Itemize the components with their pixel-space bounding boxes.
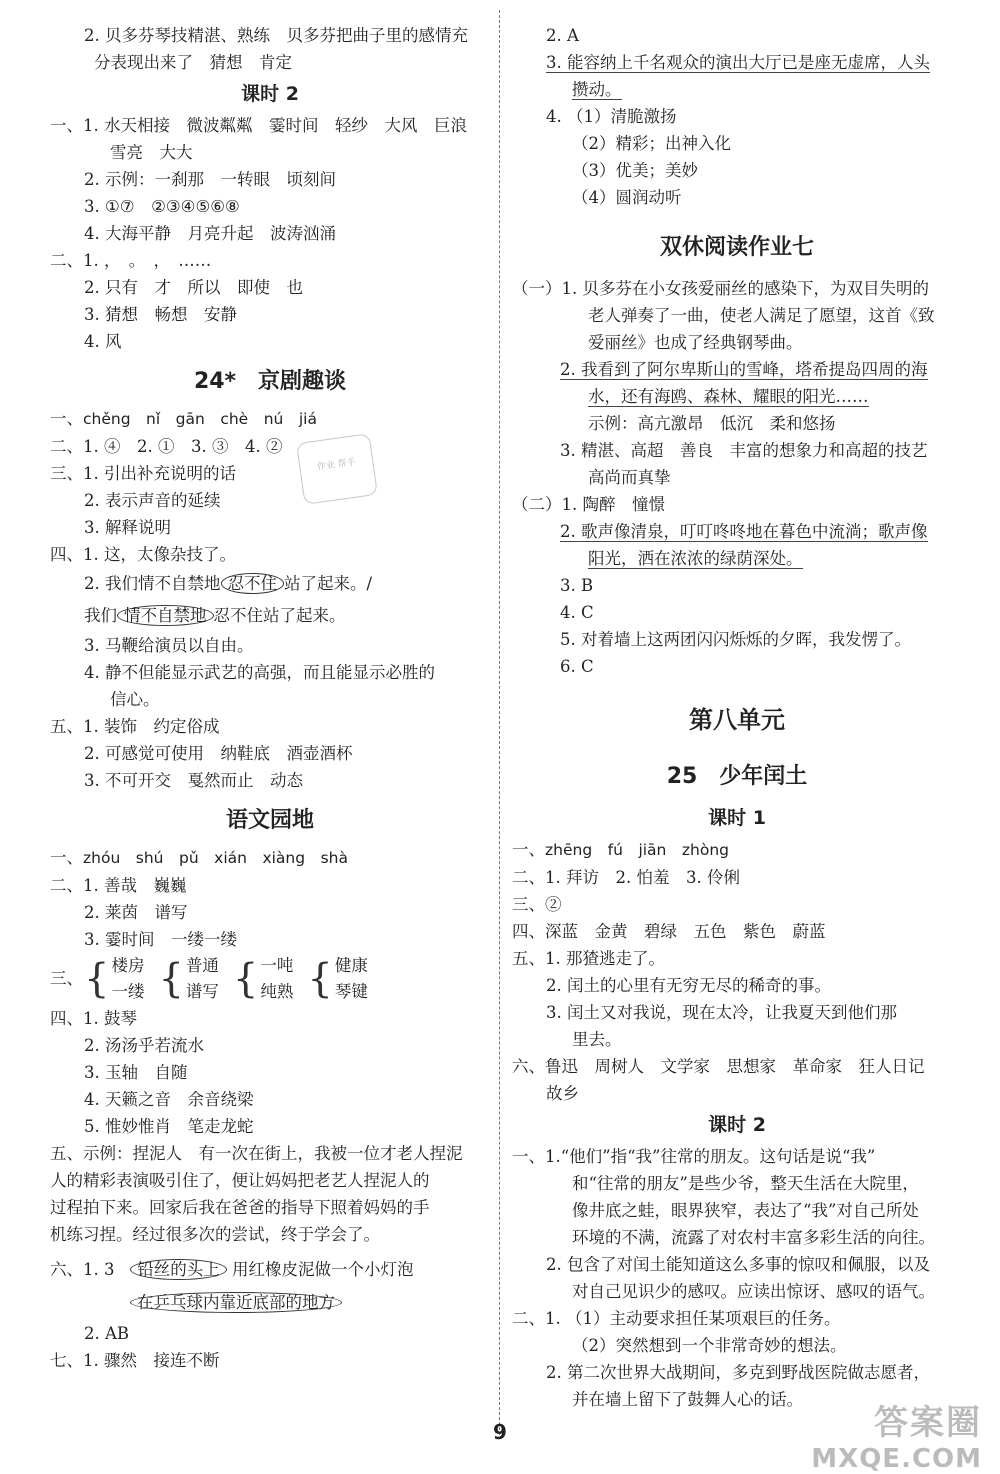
brace-word: 普通 (185, 956, 219, 975)
text-line: 5. 惟妙惟肖 笔走龙蛇 (84, 1117, 254, 1136)
text-line (512, 545, 962, 572)
text-line: 信心。 (110, 690, 160, 709)
watermark-logo (811, 1395, 982, 1474)
text-line: 5. 对着墙上这两团闪闪烁烁的夕晖，我发愣了。 (560, 630, 911, 649)
text-line: （2）精彩；出神入化 (572, 134, 731, 153)
text-segment: 2. 我们情不自禁地 (84, 574, 221, 593)
section-title: 语文园地 (225, 808, 314, 833)
column-divider (499, 10, 500, 1435)
brace-word-group (50, 953, 490, 1005)
text-line: 二、1. ， 。 ， …… (50, 251, 212, 270)
text-line: （二）1. 陶醉 憧憬 (512, 495, 665, 514)
text-line (50, 600, 490, 632)
pinyin-text: zhóu shú pǔ xián xiàng shà (83, 849, 348, 867)
text-line: 四、深蓝 金黄 碧绿 五色 紫色 蔚蓝 (512, 922, 826, 941)
text-line: 4. C (560, 603, 594, 622)
text-line: 3. 精湛、高超 善良 丰富的想象力和高超的技艺 (560, 441, 928, 460)
text-line: 2. 示例：一刹那 一转眼 顷刻间 (84, 170, 336, 189)
text-line: 3. 猜想 畅想 安静 (84, 305, 237, 324)
brace-word: 一缕 (111, 982, 145, 1001)
brace-word: 楼房 (111, 956, 145, 975)
text-line: 六、鲁迅 周树人 文学家 思想家 革命家 狂人日记 (512, 1057, 925, 1076)
section-heading: 课时 2 (708, 1114, 766, 1136)
underlined-text: 3. 能容纳上千名观众的演出大厅已是座无虚席，人头 (546, 53, 930, 72)
brace-pair (307, 953, 367, 1005)
text-line: （4）圆润动听 (572, 188, 682, 207)
text-line: 2. 可感觉可使用 纳鞋底 酒壶酒杯 (84, 744, 353, 763)
text-line: 老人弹奏了一曲，使老人满足了愿望，这首《致 (588, 306, 935, 325)
item-label: 一、 (50, 409, 83, 428)
text-line: 爱丽丝》也成了经典钢琴曲。 (588, 333, 803, 352)
underlined-text: 攒动。 (572, 80, 622, 99)
stamp-image (296, 433, 378, 505)
text-line: 五、1. 那猹逃走了。 (512, 949, 665, 968)
text-line: 3. 不可开交 戛然而止 动态 (84, 771, 303, 790)
text-line (512, 383, 962, 410)
underlined-text: 阳光，洒在浓浓的绿荫深处。 (588, 549, 803, 568)
text-line: 人的精彩表演吸引住了，便让妈妈把老艺人捏泥人的 (50, 1171, 430, 1190)
text-line: 机练习捏。经过很多次的尝试，终于学会了。 (50, 1225, 380, 1244)
brace-word: 一吨 (260, 956, 294, 975)
brace-word: 谱写 (185, 982, 219, 1001)
brace-icon: { (307, 956, 333, 1002)
text-line: 2. 表示声音的延续 (84, 491, 221, 510)
text-line: 一、1.“他们”指“我”往常的朋友。这句话是说“我” (512, 1147, 876, 1166)
pinyin-text: chěng nǐ gān chè nú jiá (83, 410, 317, 428)
text-line: 4. （1）清脆激扬 (546, 107, 677, 126)
text-line: 雪亮 大大 (110, 143, 193, 162)
brace-icon: { (232, 956, 259, 1002)
brace-pair (84, 953, 144, 1005)
text-line: 分表现出来了 猜想 肯定 (94, 53, 292, 72)
brace-word: 琴键 (334, 982, 368, 1001)
pinyin-line (512, 836, 962, 864)
watermark-line: 答案圈 (874, 1403, 982, 1443)
text-line: 七、1. 骤然 接连不断 (50, 1351, 220, 1370)
text-line: 2. 只有 才 所以 即使 也 (84, 278, 303, 297)
text-line: 三、1. 引出补充说明的话 (50, 464, 236, 483)
pinyin-line (50, 405, 490, 433)
section-heading: 课时 1 (708, 807, 766, 829)
text-segment: 用红橡皮泥做一个小灯泡 (232, 1260, 414, 1279)
text-line: 二、1. 善哉 巍巍 (50, 876, 187, 895)
item-label: 三、 (50, 969, 83, 988)
text-line: 3. ①⑦ ②③④⑤⑥⑧ (84, 197, 240, 216)
text-line: 4. 大海平静 月亮升起 波涛汹涌 (84, 224, 336, 243)
text-segment: 站了起来。/ (284, 574, 373, 593)
text-line: 3. 玉轴 自随 (84, 1063, 188, 1082)
item-label: 一、 (512, 840, 545, 859)
brace-pair (158, 953, 218, 1005)
text-line: （一）1. 贝多芬在小女孩爱丽丝的感染下，为双目失明的 (512, 279, 929, 298)
text-line: 二、1. 拜访 2. 怕羞 3. 伶俐 (512, 868, 740, 887)
circled-text: 情不自禁地 (117, 605, 214, 626)
brace-word: 健康 (334, 956, 368, 975)
text-line: 4. 天籁之音 余音绕梁 (84, 1090, 254, 1109)
text-line: 3. 解释说明 (84, 518, 171, 537)
text-line: 三、② (512, 895, 562, 914)
brace-icon: { (158, 956, 184, 1002)
text-line: 2. 包含了对闰土能知道这么多事的惊叹和佩服，以及 (546, 1255, 930, 1274)
text-line: 2. AB (84, 1324, 130, 1343)
text-line: （3）优美；美妙 (572, 161, 698, 180)
brace-word: 纯熟 (260, 982, 294, 1001)
text-line: 二、1. ④ 2. ① 3. ③ 4. ② (50, 437, 283, 456)
text-line: 高尚而真挚 (588, 468, 671, 487)
text-line: 2. 贝多芬琴技精湛、熟练 贝多芬把曲子里的感情充 (84, 26, 468, 45)
pinyin-line (50, 844, 490, 872)
text-line: 五、示例：捏泥人 有一次在街上，我被一位才老人捏泥 (50, 1144, 463, 1163)
text-line: 故乡 (546, 1084, 579, 1103)
text-line: 四、1. 鼓琴 (50, 1009, 137, 1028)
text-segment: 忍不住站了起来。 (213, 606, 346, 625)
item-label: 一、 (50, 848, 83, 867)
text-line: 环境的不满，流露了对农村丰富多彩生活的向往。 (572, 1228, 935, 1247)
text-line: 4. 静不但能显示武艺的高强，而且能显示必胜的 (84, 663, 435, 682)
text-line: 2. 第二次世界大战期间，多克到野战医院做志愿者， (546, 1363, 930, 1382)
text-line: 像井底之蛙，眼界狭窄，表达了“我”对自己所处 (572, 1201, 919, 1220)
text-line (512, 49, 962, 76)
text-line: 四、1. 这，太像杂技了。 (50, 545, 236, 564)
text-line: 示例：高亢激昂 低沉 柔和悠扬 (588, 414, 836, 433)
text-line: 2. 莱茵 谱写 (84, 903, 188, 922)
text-line: 3. B (560, 576, 594, 595)
section-title: 双休阅读作业七 (659, 235, 814, 260)
text-line: 五、1. 装饰 约定俗成 (50, 717, 220, 736)
text-line: 3. 霎时间 一缕一缕 (84, 930, 237, 949)
text-line: 3. 闰土又对我说，现在太冷，让我夏天到他们那 (546, 1003, 897, 1022)
text-segment: 六、1. 3 (50, 1260, 115, 1279)
text-line: 2. A (546, 26, 579, 45)
underlined-text: 水，还有海鸥、森林、耀眼的阳光…… (588, 387, 869, 406)
circled-text: 铅丝的头上 (130, 1259, 227, 1280)
right-column (512, 22, 962, 1413)
pinyin-text: zhēng fú jiān zhòng (545, 841, 729, 859)
left-column (50, 22, 490, 1374)
text-line: 一、1. 水天相接 微波粼粼 霎时间 轻纱 大风 巨浪 (50, 116, 467, 135)
watermark-url: MXQE.COM (811, 1444, 982, 1474)
circled-text: 忍不住 (221, 573, 285, 594)
text-line: 6. C (560, 657, 594, 676)
text-line (512, 356, 962, 383)
text-line (50, 1286, 490, 1320)
text-line: 3. 马鞭给演员以自由。 (84, 636, 254, 655)
section-heading: 课时 2 (241, 83, 299, 105)
lesson-title: 25 少年闰土 (666, 764, 808, 789)
stamp-text: 作业 帮手 (316, 457, 357, 473)
unit-title: 第八单元 (689, 706, 785, 734)
text-line: （2）突然想到一个非常奇妙的想法。 (572, 1336, 847, 1355)
text-segment: 我们 (84, 606, 117, 625)
text-line: 2. 汤汤乎若流水 (84, 1036, 204, 1055)
text-line (512, 518, 962, 545)
text-line: 二、1. （1）主动要求担任某项艰巨的任务。 (512, 1309, 841, 1328)
text-line: 过程拍下来。回家后我在爸爸的指导下照着妈妈的手 (50, 1198, 430, 1217)
circled-text: 在乒乓球内靠近底部的地方 (130, 1292, 342, 1313)
text-line (50, 568, 490, 600)
underlined-text: 2. 歌声像清泉，叮叮咚咚地在暮色中流淌；歌声像 (560, 522, 928, 541)
underlined-text: 2. 我看到了阿尔卑斯山的雪峰，塔希提岛四周的海 (560, 360, 928, 379)
text-line: 里去。 (572, 1030, 622, 1049)
text-line: 对自己见识少的感叹。应读出惊讶、感叹的语气。 (572, 1282, 935, 1301)
brace-icon: { (84, 956, 110, 1002)
text-line (512, 76, 962, 103)
text-line: 2. 闰土的心里有无穷无尽的稀奇的事。 (546, 976, 831, 995)
page-number: 9 (493, 1420, 507, 1444)
brace-pair (233, 953, 293, 1005)
lesson-title: 24* 京剧趣谈 (193, 369, 347, 394)
text-line: 4. 风 (84, 332, 122, 351)
text-line: 并在墙上留下了鼓舞人心的话。 (572, 1390, 803, 1409)
text-line (50, 1254, 490, 1286)
text-line: 和“往常的朋友”是些少爷，整天生活在大院里， (572, 1174, 919, 1193)
